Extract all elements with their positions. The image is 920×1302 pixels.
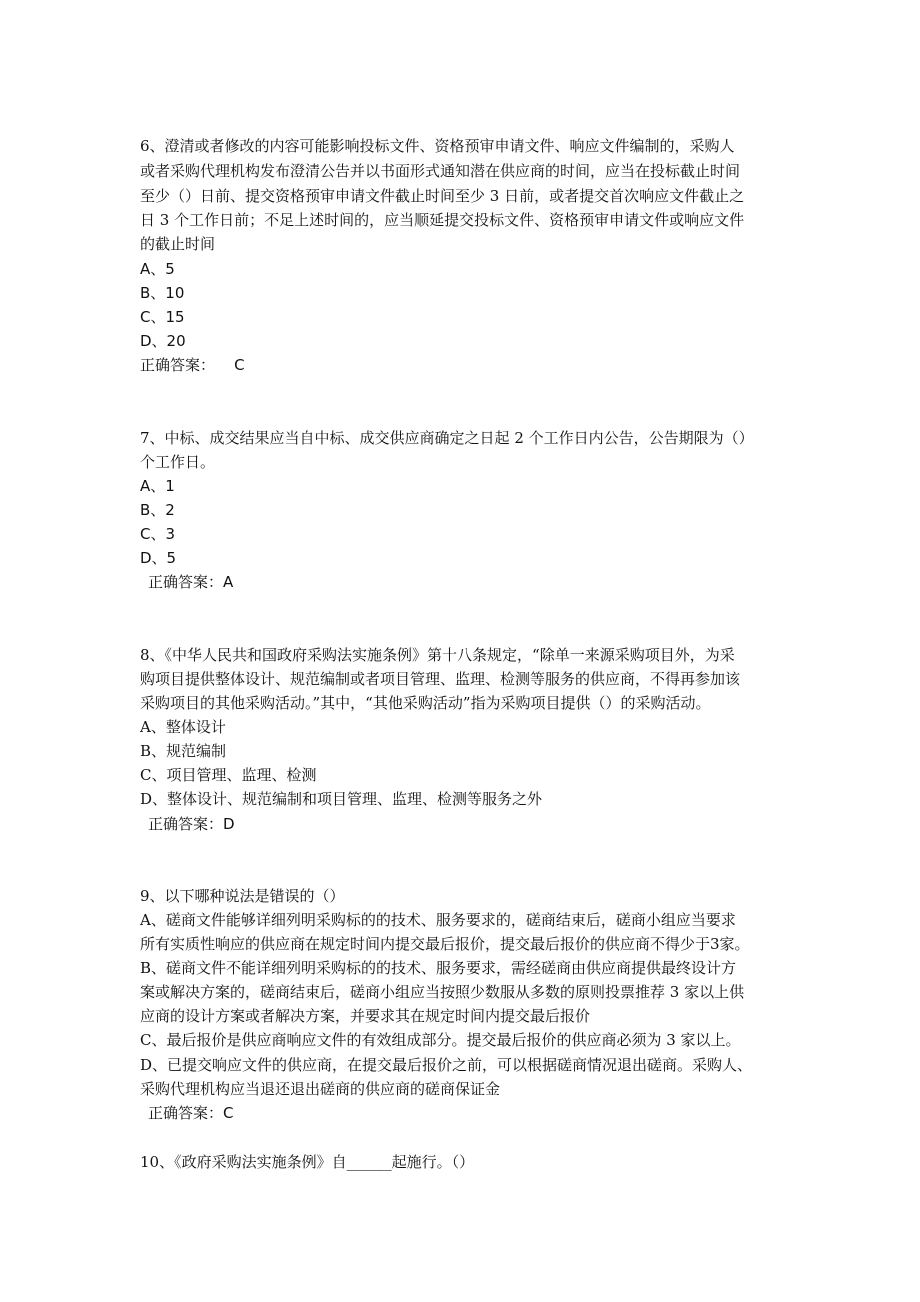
question-9-option-b-line: B、磋商文件不能详细列明采购标的的技术、服务要求，需经磋商由供应商提供最终设计方 [140, 959, 737, 977]
question-6-stem-line: 的截止时间 [140, 235, 216, 253]
question-6-stem-line: 或者采购代理机构发布澄清公告并以书面形式通知潜在供应商的时间，应当在投标截止时间 [140, 162, 741, 180]
question-6-option-b: B、10 [140, 284, 185, 302]
question-6-option-d: D、20 [140, 332, 186, 350]
question-6-stem-line: 至少（）日前、提交资格预审申请文件截止时间至少 3 日前，或者提交首次响应文件截止之 [140, 187, 745, 205]
question-6-stem-line: 日 3 个工作日前；不足上述时间的，应当顺延提交投标文件、资格预审申请文件或响应文件 [140, 211, 745, 229]
question-8-stem-line: 采购项目的其他采购活动。”其中，“其他采购活动”指为采购项目提供（）的采购活动。 [140, 694, 711, 712]
question-7-stem-line: 7、中标、成交结果应当自中标、成交供应商确定之日起 2 个工作日内公告，公告期限为（） [140, 429, 754, 447]
question-9-answer: 正确答案：C [148, 1104, 234, 1122]
question-7-option-c: C、3 [140, 525, 176, 543]
question-9-stem-line: 9、以下哪种说法是错误的（） [140, 887, 345, 905]
question-9-option-c-line: C、最后报价是供应商响应文件的有效组成部分。提交最后报价的供应商必须为 3 家以上。 [140, 1031, 741, 1049]
question-10-stem-line: 10、《政府采购法实施条例》自______起施行。（） [140, 1153, 475, 1171]
question-8-stem-line: 购项目提供整体设计、规范编制或者项目管理、监理、检测等服务的供应商，不得再参加该 [140, 670, 741, 688]
question-8-answer: 正确答案：D [148, 815, 235, 833]
question-7-option-b: B、2 [140, 501, 175, 519]
question-9-option-d-line: D、已提交响应文件的供应商，在提交最后报价之前，可以根据磋商情况退出磋商。采购人、 [140, 1056, 753, 1074]
question-9-option-a-line: 所有实质性响应的供应商在规定时间内提交最后报价，提交最后报价的供应商不得少于3家。 [140, 935, 750, 953]
question-6-option-a: A、5 [140, 260, 175, 278]
question-7-stem-line: 个工作日。 [140, 453, 216, 471]
question-8-option-b: B、规范编制 [140, 742, 227, 760]
question-8-option-d: D、整体设计、规范编制和项目管理、监理、检测等服务之外 [140, 790, 543, 808]
question-9-option-b-line: 案或解决方案的，磋商结束后，磋商小组应当按照少数服从多数的原则投票推荐 3 家以上供 [140, 983, 745, 1001]
question-8-option-c: C、项目管理、监理、检测 [140, 766, 317, 784]
question-8-option-a: A、整体设计 [140, 718, 226, 736]
question-6-answer: 正确答案： C [140, 356, 245, 374]
question-9-option-a-line: A、磋商文件能够详细列明采购标的的技术、服务要求的，磋商结束后，磋商小组应当要求 [140, 911, 736, 929]
question-7-option-d: D、5 [140, 549, 177, 567]
question-8-stem-line: 8、《中华人民共和国政府采购法实施条例》第十八条规定，“除单一来源采购项目外，为采 [140, 646, 735, 664]
question-6-option-c: C、15 [140, 308, 185, 326]
question-7-option-a: A、1 [140, 477, 175, 495]
question-6-stem-line: 6、澄清或者修改的内容可能影响投标文件、资格预审申请文件、响应文件编制的，采购人 [140, 137, 735, 155]
question-9-option-d-line: 采购代理机构应当退还退出磋商的供应商的磋商保证金 [140, 1080, 501, 1098]
question-7-answer: 正确答案：A [148, 573, 234, 591]
question-9-option-b-line: 应商的设计方案或者解决方案，并要求其在规定时间内提交最后报价 [140, 1007, 591, 1025]
